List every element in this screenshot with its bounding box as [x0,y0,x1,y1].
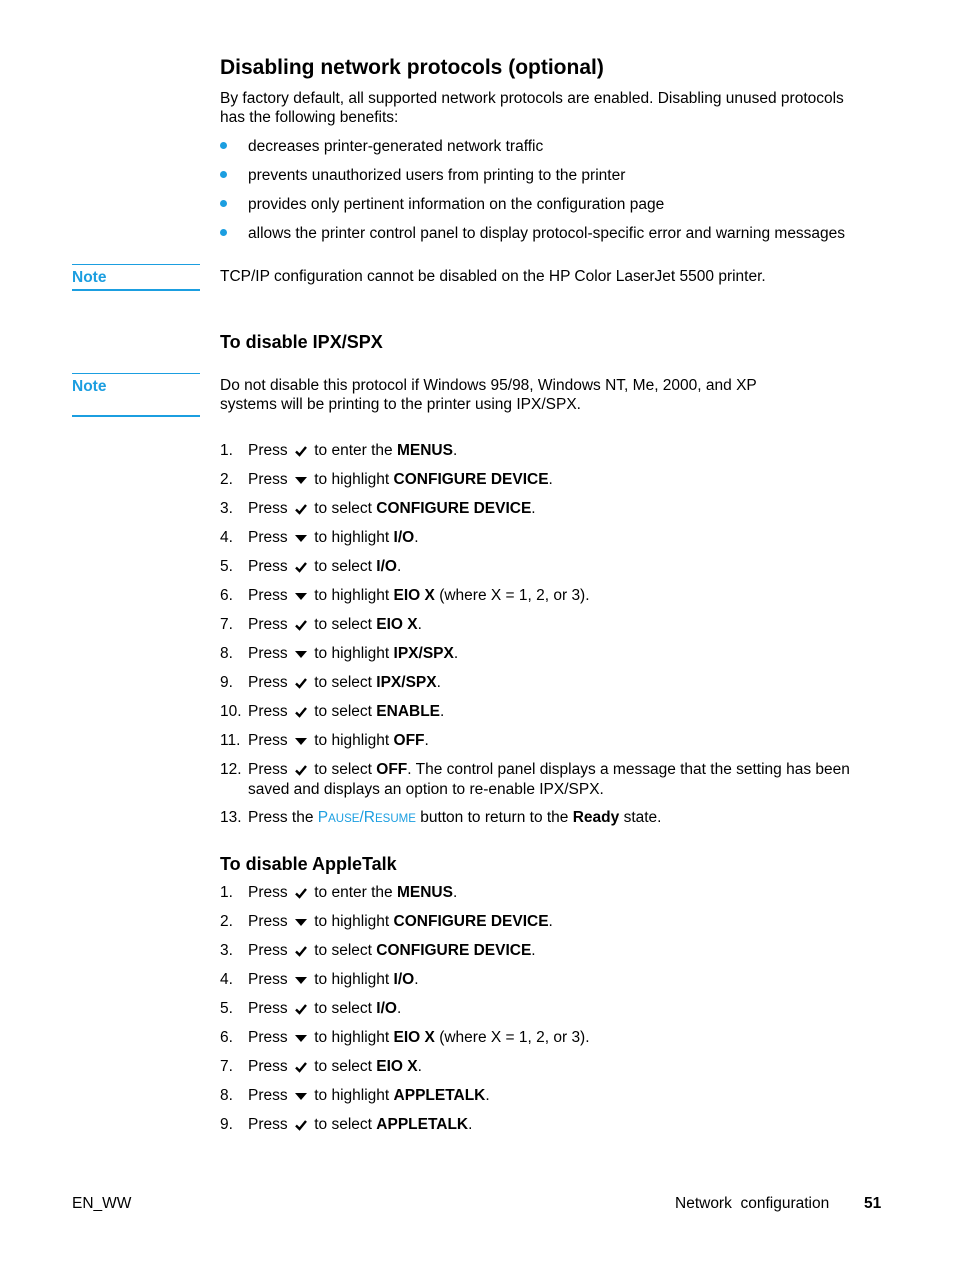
checkmark-icon [294,677,308,689]
down-arrow-icon [294,1032,308,1044]
step-text: Press to select EIO X. [248,1058,422,1075]
note-line-2: systems will be printing to the printer using IPX/SPX. [220,396,581,413]
step-number: 5. [220,558,233,575]
down-arrow-icon [294,648,308,660]
section-heading-appletalk: To disable AppleTalk [220,854,397,874]
note-top-rule [72,264,200,265]
step-text: Press to enter the MENUS. [248,442,458,459]
note-text [220,376,880,414]
step-text: Press to select APPLETALK. [248,1116,473,1133]
step-bold: I/O [393,529,415,546]
step-number: 9. [220,1116,233,1133]
step-post: state. [623,809,662,826]
step-bold: CONFIGURE DEVICE [376,500,532,517]
step-bold: IPX/SPX [376,674,437,691]
step-bold: IPX/SPX [393,645,454,662]
bullet-text: prevents unauthorized users from printing to the printer [248,167,626,184]
note-label: Note [72,269,107,286]
step-text: Press to enter the MENUS. [248,884,458,901]
step-number: 5. [220,1000,233,1017]
footer-section: Network configuration [675,1195,830,1212]
down-arrow-icon [294,974,308,986]
step-mid: button to return to the [420,809,569,826]
checkmark-icon [294,1119,308,1131]
step-text: Press to select I/O. [248,1000,402,1017]
step-number: 1. [220,884,233,901]
step-bold: I/O [376,1000,397,1017]
step-text: Press to select ENABLE. [248,703,445,720]
step-text [248,808,878,829]
step-bold: MENUS [396,884,453,901]
step-text: Press to select OFF. The control panel displays a message that the setting has been saved and displays an option to re-enable IPX/SPX. [248,761,850,798]
bullet-text: decreases printer-generated network traffic [248,138,544,155]
step-text: Press to highlight EIO X (where X = 1, 2, or 3). [248,587,590,604]
step-number: 7. [220,1058,233,1075]
bullet-icon [220,171,227,178]
step-bold: APPLETALK [393,1087,486,1104]
bullet-icon [220,142,227,149]
intro-line-1: By factory default, all supported network protocols are enabled. Disabling unused protocols [220,90,844,107]
step-bold: CONFIGURE DEVICE [393,471,549,488]
bullet-text: provides only pertinent information on the configuration page [248,196,665,213]
intro-paragraph [220,89,880,127]
step-number: 10. [220,703,242,720]
step-bold: OFF [393,732,425,749]
checkmark-icon [294,1061,308,1073]
checkmark-icon [294,887,308,899]
footer-left: EN_WW [72,1195,132,1212]
step-number: 2. [220,913,233,930]
step-number: 2. [220,471,233,488]
step-bold: ENABLE [376,703,441,720]
page-title: Disabling network protocols (optional) [220,56,604,79]
bullet-icon [220,229,227,236]
step-bold: EIO X [376,616,418,633]
down-arrow-icon [294,735,308,747]
step-number: 3. [220,942,233,959]
step-bold: I/O [376,558,397,575]
checkmark-icon [294,945,308,957]
step-bold: EIO X [393,587,435,604]
step-text: Press to select CONFIGURE DEVICE. [248,942,536,959]
step-number: 4. [220,529,233,546]
checkmark-icon [294,764,308,776]
down-arrow-icon [294,532,308,544]
checkmark-icon [294,503,308,515]
bullet-text: allows the printer control panel to display protocol-specific error and warning messages [248,225,846,242]
page-number: 51 [864,1195,882,1212]
checkmark-icon [294,445,308,457]
step-bold: OFF [376,761,408,778]
down-arrow-icon [294,916,308,928]
step-number: 9. [220,674,233,691]
step-bold: MENUS [396,442,453,459]
note-bottom-rule [72,415,200,417]
step-text: Press to highlight APPLETALK. [248,1087,490,1104]
step-text: Press to highlight EIO X (where X = 1, 2, or 3). [248,1029,590,1046]
note-line-1: Do not disable this protocol if Windows 95/98, Windows NT, Me, 2000, and XP [220,377,757,394]
step-bold: EIO X [393,1029,435,1046]
step-number: 11. [220,732,241,749]
checkmark-icon [294,619,308,631]
step-pre: Press the [248,809,314,826]
step-number: 6. [220,587,233,604]
checkmark-icon [294,561,308,573]
step-text: Press to highlight CONFIGURE DEVICE. [248,913,553,930]
step-number: 8. [220,645,233,662]
checkmark-icon [294,1003,308,1015]
bullet-icon [220,200,227,207]
step-number: 7. [220,616,233,633]
step-bold: APPLETALK [376,1116,469,1133]
step-text: Press to highlight I/O. [248,971,419,988]
step-text: Press to select CONFIGURE DEVICE. [248,500,536,517]
pause-resume-button-label: PAUSE/RESUME [317,809,416,826]
down-arrow-icon [294,474,308,486]
step-text: Press to highlight CONFIGURE DEVICE. [248,471,553,488]
step-text: Press to select EIO X. [248,616,422,633]
note-top-rule [72,373,200,374]
step-text: Press to highlight IPX/SPX. [248,645,459,662]
step-number: 13. [220,809,242,826]
note-bottom-rule [72,289,200,291]
step-number: 8. [220,1087,233,1104]
checkmark-icon [294,706,308,718]
step-number: 6. [220,1029,233,1046]
step-text: Press to select IPX/SPX. [248,674,441,691]
down-arrow-icon [294,590,308,602]
note-text: TCP/IP configuration cannot be disabled on the HP Color LaserJet 5500 printer. [220,268,766,285]
step-number: 4. [220,971,233,988]
step-bold: I/O [393,971,415,988]
step-number: 1. [220,442,233,459]
step-number: 3. [220,500,233,517]
step-text: Press to highlight I/O. [248,529,419,546]
step-bold: Ready [572,809,620,826]
section-heading-ipx: To disable IPX/SPX [220,332,383,352]
step-number: 12. [220,761,242,778]
down-arrow-icon [294,1090,308,1102]
intro-line-2: has the following benefits: [220,109,399,126]
step-bold: CONFIGURE DEVICE [393,913,549,930]
step-bold: CONFIGURE DEVICE [376,942,532,959]
step-text: Press to highlight OFF. [248,732,429,749]
step-bold: EIO X [376,1058,418,1075]
step-text: Press to select I/O. [248,558,402,575]
note-label: Note [72,378,107,395]
